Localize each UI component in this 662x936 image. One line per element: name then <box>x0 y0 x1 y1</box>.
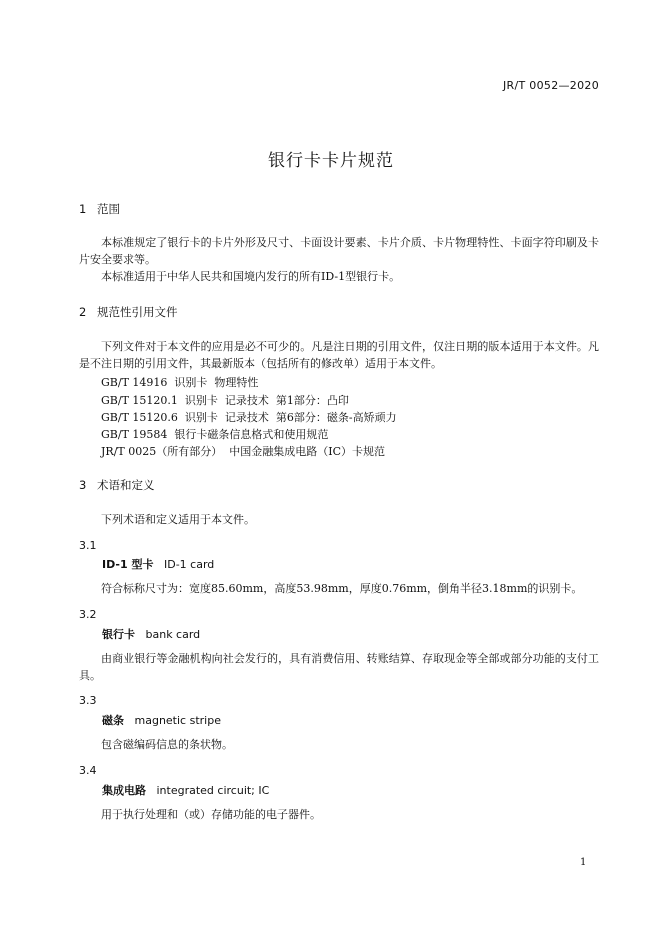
section-title: 术语和定义 <box>97 478 155 492</box>
section-number: 1 <box>79 202 87 216</box>
term-zh: 银行卡 <box>102 628 135 641</box>
section-heading-scope <box>79 201 120 217</box>
term-number: 3.4 <box>79 764 97 777</box>
term-definition: 包含磁编码信息的条状物。 <box>101 738 233 751</box>
term-number: 3.1 <box>79 539 97 552</box>
term-definition: 用于执行处理和（或）存储功能的电子器件。 <box>101 808 321 821</box>
term-en: ID-1 card <box>163 558 215 571</box>
reference-item: GB/T 14916 识别卡 物理特性 <box>101 376 259 389</box>
document-code: JR/T 0052—2020 <box>503 79 599 92</box>
term-entry <box>102 712 221 728</box>
term-definition: 由商业银行等金融机构向社会发行的，具有消费信用、转账结算、存取现金等全部或部分功能的支付工具。 <box>79 652 599 682</box>
page-number: 1 <box>580 857 587 868</box>
document-title: 银行卡卡片规范 <box>268 151 394 171</box>
reference-item: GB/T 15120.6 识别卡 记录技术 第6部分：磁条-高矫顽力 <box>101 411 397 424</box>
section-number: 2 <box>79 305 87 319</box>
term-zh: ID-1 型卡 <box>102 558 154 571</box>
paragraph-terms-intro: 下列术语和定义适用于本文件。 <box>101 513 255 526</box>
paragraph-references-intro: 下列文件对于本文件的应用是必不可少的。凡是注日期的引用文件，仅注日期的版本适用于本文件。凡是不注日期的引用文件，其最新版本（包括所有的修改单）适用于本文件。 <box>79 340 599 370</box>
section-heading-terms <box>79 477 155 493</box>
paragraph-scope-1: 本标准规定了银行卡的卡片外形及尺寸、卡面设计要素、卡片介质、卡片物理特性、卡面字符印刷及卡片安全要求等。 <box>79 236 599 266</box>
term-zh: 集成电路 <box>102 784 146 797</box>
term-definition: 符合标称尺寸为：宽度85.60mm，高度53.98mm，厚度0.76mm，倒角半径3.18mm的识别卡。 <box>101 582 583 595</box>
reference-item: GB/T 19584 银行卡磁条信息格式和使用规范 <box>101 428 329 441</box>
section-title: 规范性引用文件 <box>97 305 178 319</box>
term-number: 3.3 <box>79 694 97 707</box>
term-zh: 磁条 <box>102 714 124 727</box>
section-title: 范围 <box>97 202 120 216</box>
section-number: 3 <box>79 478 87 492</box>
term-en: integrated circuit; IC <box>156 784 270 797</box>
term-entry <box>102 782 269 798</box>
term-number: 3.2 <box>79 608 97 621</box>
reference-item: GB/T 15120.1 识别卡 记录技术 第1部分：凸印 <box>101 394 349 407</box>
term-en: magnetic stripe <box>134 714 221 727</box>
term-entry <box>102 626 200 642</box>
term-entry <box>102 556 214 572</box>
reference-item: JR/T 0025（所有部分） 中国金融集成电路（IC）卡规范 <box>101 445 385 458</box>
term-en: bank card <box>145 628 201 641</box>
section-heading-normative-references <box>79 304 178 320</box>
paragraph-scope-2: 本标准适用于中华人民共和国境内发行的所有ID-1型银行卡。 <box>101 270 401 283</box>
